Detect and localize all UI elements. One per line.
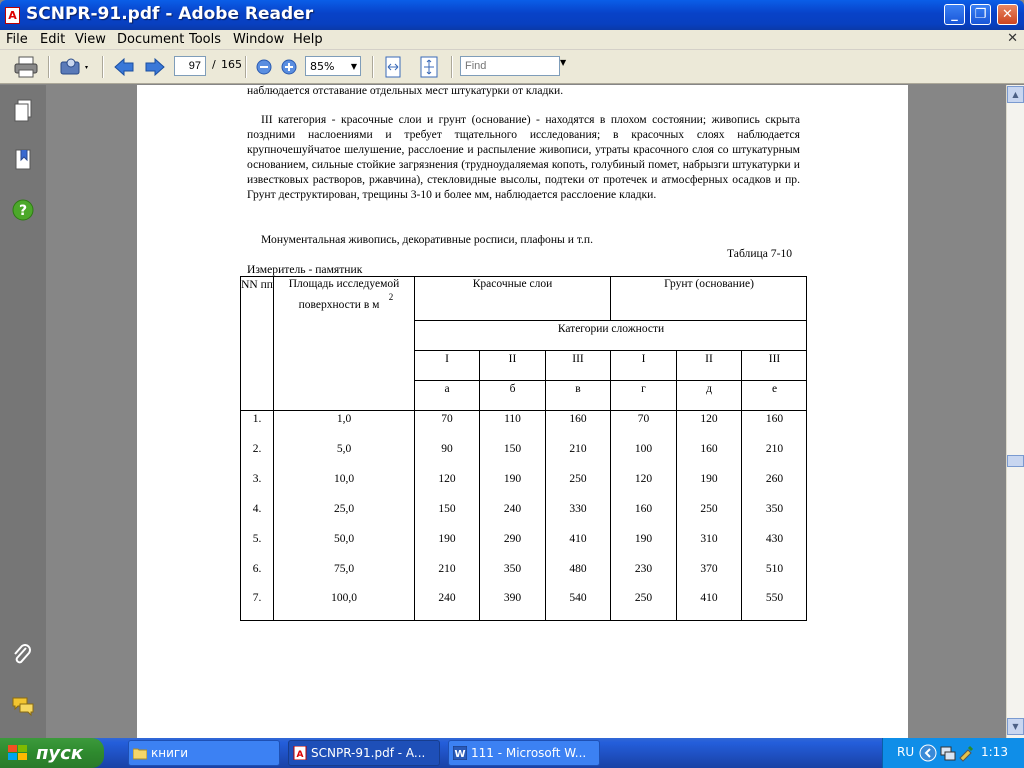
data-table [240,276,807,621]
task-microsoft-word[interactable] [448,740,600,766]
page-separator: / [212,58,216,71]
row-value: 540 [569,592,587,605]
previous-page-icon[interactable] [112,55,136,79]
next-page-icon[interactable] [143,55,167,79]
fit-page-icon[interactable] [417,55,441,79]
bookmarks-panel-icon[interactable] [10,147,36,173]
zoom-out-icon[interactable] [254,55,274,79]
tray-collapse-icon[interactable] [919,744,937,762]
row-value: 290 [503,532,522,545]
task-label: книги [151,746,188,760]
row-value: 240 [503,502,522,515]
row-value: 350 [503,562,522,575]
windows-logo-icon [8,745,28,761]
taskbar [0,738,1024,768]
meter-label: Измеритель - памятник [247,263,363,276]
table-label: Таблица 7-10 [727,247,793,260]
zoom-select[interactable]: 85% [305,56,361,76]
row-value: 250 [700,502,718,515]
row-value: 100 [634,442,653,455]
header-ground: Грунт (основание) [664,278,754,290]
row-value: 410 [700,592,718,605]
category-letter: д [706,383,712,395]
comments-icon[interactable] [10,693,36,719]
row-value: 250 [569,472,587,485]
category-letter: а [444,383,450,395]
minimize-button[interactable]: _ [944,4,965,25]
category-roman: III [572,353,584,365]
row-value: 480 [569,562,587,575]
task-adobe-reader[interactable] [288,740,440,766]
row-value: 110 [504,413,521,425]
row-number: 3. [252,472,262,485]
row-value: 350 [765,502,784,515]
row-value: 210 [765,442,784,455]
row-number: 7. [252,592,262,605]
row-number: 4. [252,502,262,515]
category-roman: II [508,353,517,365]
row-value: 150 [503,442,522,455]
category-letter: б [509,383,516,395]
section-title: Монументальная живопись, декоративные росписи, плафоны и т.п. [261,233,594,246]
category-paragraph: III категория - красочные слои и грунт (основание) - находятся в плохом состоянии; живопись скрыта поздними наслоениями и требует тщательного исследования; в красочных слоях наблюдается крупночешуйчатое шелушение, расслоение и распыление живописи, утраты красочного слоя со штукатурным основанием, сильные стойкие загрязнения (трудноудаляемая копоть, голубиный помет, набрызги штукатурки и известковых растворов, ржавчина), стекловидные высолы, подтеки от протечек и атмосферных осадков и пр. Грунт деструктирован, трещины 3-10 и более мм, наблюдается расслоение кладки. [247,113,800,202]
row-value: 120 [634,472,653,485]
window-title: SCNPR-91.pdf - Adobe Reader [26,4,314,24]
category-roman: I [641,353,646,365]
row-value: 550 [765,592,784,605]
attachments-paperclip-icon[interactable] [10,643,36,669]
header-area: Площадь исследуемой [288,278,400,290]
header-paint-layers: Красочные слои [472,278,553,290]
category-letter: г [641,383,646,395]
page-total: 165 [221,58,242,71]
header-categories: Категории сложности [557,323,665,335]
row-area: 50,0 [333,532,355,545]
page-number-input[interactable] [174,56,206,76]
row-value: 190 [634,532,653,545]
row-number: 6. [252,562,262,575]
help-icon[interactable] [10,197,36,223]
menu-edit[interactable]: Edit [40,32,66,47]
pdf-page [137,85,908,738]
print-icon[interactable] [12,55,40,79]
menu-window[interactable]: Window [233,32,285,47]
pdf-app-icon[interactable]: A [5,7,20,24]
scroll-up-icon[interactable]: ▲ [1007,86,1024,103]
pages-panel-icon[interactable] [10,98,36,124]
row-area: 5,0 [336,442,352,455]
scroll-down-icon[interactable]: ▼ [1007,718,1024,735]
row-value: 70 [441,413,453,425]
row-value: 190 [700,472,718,485]
maximize-button[interactable]: ❐ [970,4,991,25]
row-area: 10,0 [333,472,355,485]
row-number: 5. [252,532,262,545]
clock: 1:13 [981,745,1008,759]
row-value: 160 [569,413,587,425]
task-folder-books[interactable] [128,740,280,766]
row-value: 410 [569,532,587,545]
document-close-icon[interactable]: ✕ [1007,31,1018,46]
find-options-chevron-icon[interactable]: ▼ [560,58,567,67]
fit-width-icon[interactable] [381,55,405,79]
category-roman: I [445,353,449,365]
pdf-icon [293,746,307,760]
close-button[interactable]: ✕ [997,4,1018,25]
task-label: SCNPR-91.pdf - A... [311,746,426,760]
header-area-unit: поверхности в м [298,299,380,311]
row-value: 260 [765,472,784,485]
menu-tools[interactable]: Tools [189,32,222,47]
header-nn: NN пп [241,279,273,291]
find-input[interactable] [460,56,560,76]
row-value: 120 [438,472,456,485]
row-value: 70 [637,413,650,425]
row-value: 230 [634,562,653,575]
vertical-scrollbar[interactable] [1006,85,1024,738]
row-value: 430 [765,532,784,545]
row-value: 160 [634,502,653,515]
row-value: 90 [441,442,453,455]
row-value: 250 [634,592,653,605]
word-icon [453,746,467,760]
row-number: 2. [252,442,262,455]
category-roman: II [705,353,713,365]
menu-view[interactable]: View [75,32,106,47]
row-area: 25,0 [333,502,355,515]
task-label: 111 - Microsoft W... [471,746,587,760]
row-number: 1. [252,413,262,425]
hand-tool-icon[interactable] [57,55,93,79]
category-letter: е [771,383,778,395]
row-value: 310 [700,532,718,545]
menu-help[interactable]: Help [293,32,323,47]
row-value: 150 [438,502,456,515]
zoom-in-icon[interactable] [279,55,299,79]
start-label: пуск [36,742,84,764]
language-indicator[interactable]: RU [897,745,915,759]
chevron-down-icon[interactable]: ▼ [350,61,358,71]
category-roman: III [768,353,781,365]
row-value: 210 [569,442,587,455]
title-bar [0,0,1024,30]
row-value: 160 [700,442,718,455]
row-value: 390 [503,592,522,605]
navigation-pane [0,85,46,738]
row-value: 190 [438,532,456,545]
row-value: 330 [569,502,587,515]
row-area: 1,0 [336,413,352,425]
row-value: 120 [700,413,718,425]
svg-text:?: ? [18,203,28,219]
system-tray [882,738,1024,768]
folder-icon [133,746,147,760]
row-area: 100,0 [331,592,357,605]
category-letter: в [575,383,581,395]
row-value: 190 [503,472,522,485]
start-button[interactable] [0,738,104,768]
row-value: 210 [438,562,456,575]
row-value: 370 [700,562,718,575]
row-value: 160 [765,413,784,425]
scrollbar-thumb[interactable] [1007,455,1024,467]
safely-remove-hardware-icon[interactable] [957,744,975,762]
row-area: 75,0 [333,562,355,575]
menu-bar [0,30,1024,50]
svg-text:W: W [454,749,466,760]
top-line-text: наблюдается отставание отдельных мест штукатурки от кладки. [247,85,564,97]
row-value: 240 [438,592,456,605]
header-area-superscript: 2 [388,292,394,302]
svg-text:A: A [296,750,304,760]
menu-document[interactable]: Document [117,32,185,47]
network-icon[interactable] [939,744,957,762]
row-value: 510 [765,562,784,575]
menu-file[interactable]: File [6,32,28,47]
